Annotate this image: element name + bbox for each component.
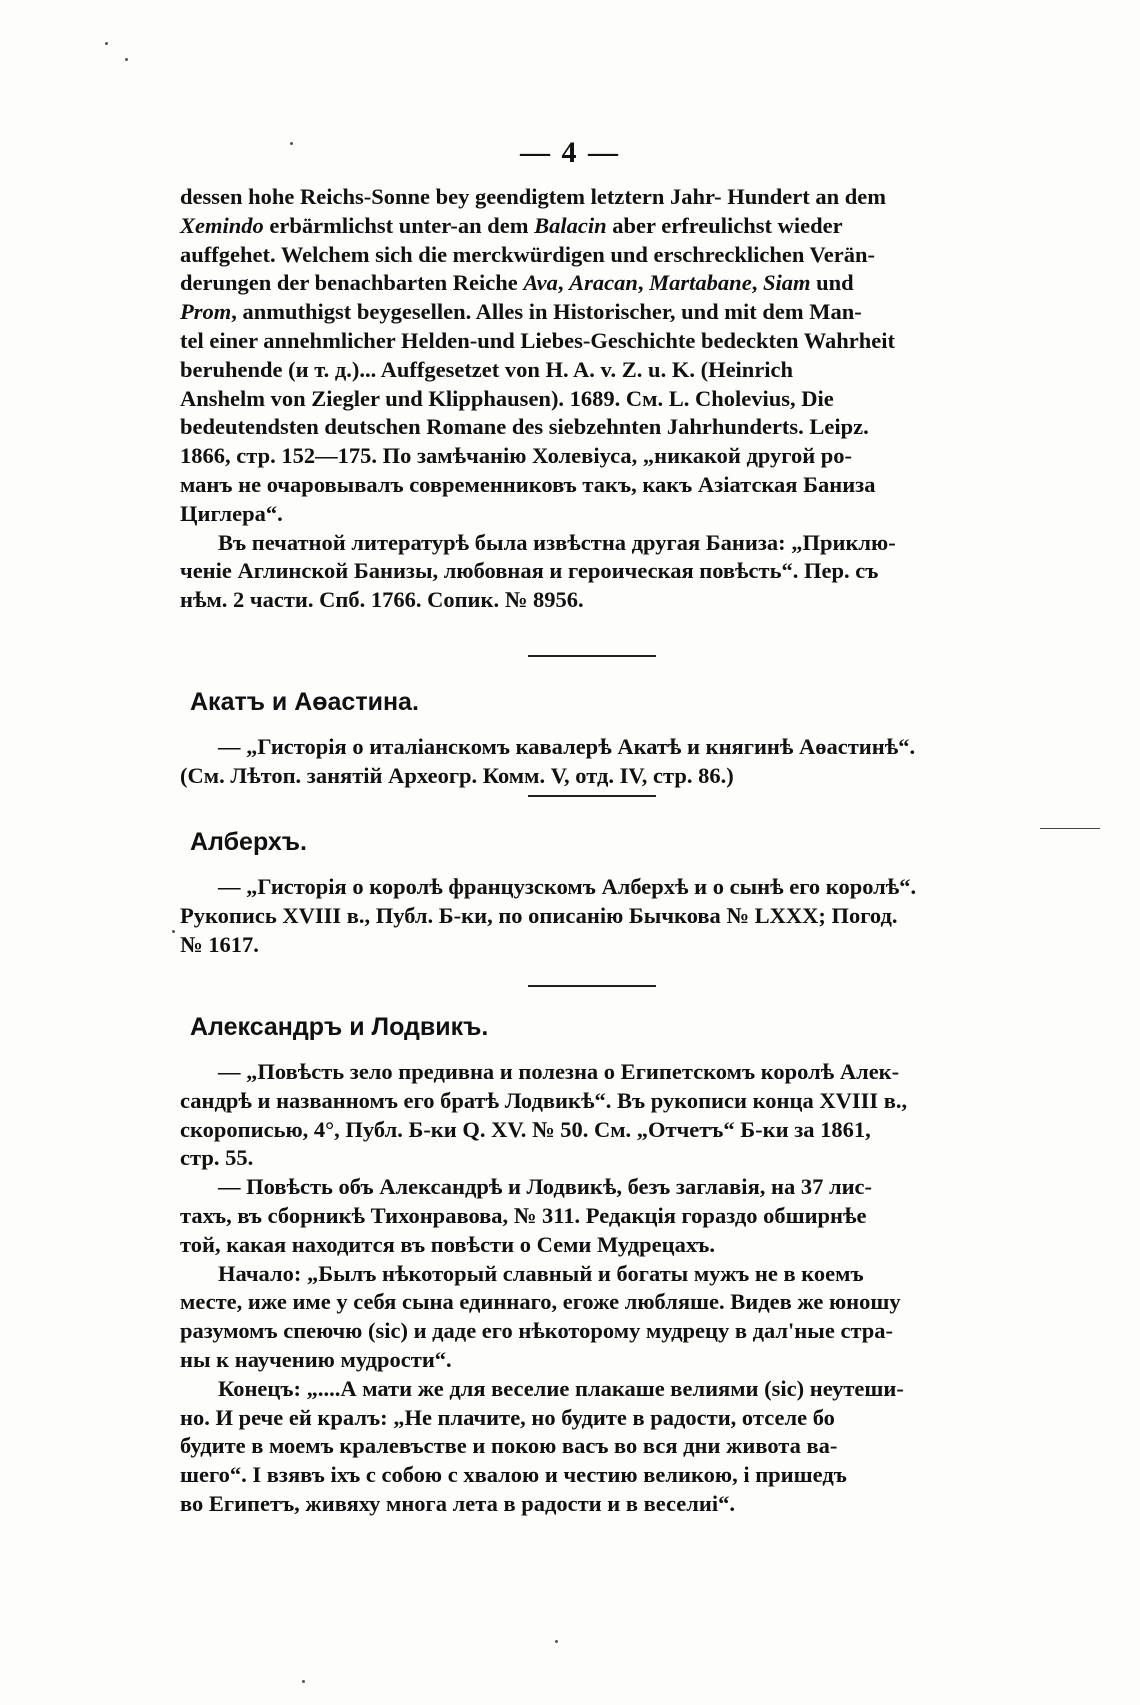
section-divider bbox=[528, 795, 656, 797]
text-line: сандрѣ и названномъ его братѣ Лодвикѣ“. Въ рукописи конца XVIII в., bbox=[180, 1087, 908, 1113]
text-line: той, какая находится въ повѣсти о Семи Мудрецахъ. bbox=[180, 1231, 716, 1257]
text-line: — „Гисторія о италіанскомъ кавалерѣ Акатѣ и княгинѣ Аөастинѣ“. bbox=[218, 734, 916, 759]
text-line: во Египетъ, живяху многа лета в радости и в веселиі“. bbox=[180, 1490, 735, 1516]
text-line: нѣм. 2 части. Спб. 1766. Сопик. № 8956. bbox=[180, 587, 584, 613]
scan-speck bbox=[290, 142, 293, 145]
text-line: Циглера“. bbox=[180, 500, 283, 526]
alberkh-entry bbox=[180, 873, 1010, 959]
alexandr-entry bbox=[180, 1058, 1010, 1519]
text-line: тахъ, въ сборникѣ Тихонравова, № 311. Редакція гораздо обширнѣе bbox=[180, 1202, 867, 1228]
text-line: auffgehet. Welchem sich die merckwürdigen und erschrecklichen Verän- bbox=[180, 241, 875, 267]
heading-alberkh: Алберхъ. bbox=[190, 828, 307, 856]
text-line: месте, иже име у себя сына единнаго, егоже любляше. Видев же юношу bbox=[180, 1289, 901, 1315]
text-line: будите в моемъ кралевъстве и покою васъ во вся дни живота ва- bbox=[180, 1433, 838, 1459]
baniza-entry-continuation bbox=[180, 183, 1010, 615]
akat-entry bbox=[180, 733, 1010, 791]
text-line: Xemindo erbärmlichst unter-an dem Balacin aber erfreulichst wieder bbox=[180, 212, 843, 238]
heading-akat: Акатъ и Аөастина. bbox=[190, 688, 419, 716]
scan-speck bbox=[172, 930, 175, 933]
text-line: стр. 55. bbox=[180, 1145, 254, 1171]
text-line: — „Повѣсть зело предивна и полезна о Египетскомъ королѣ Алек- bbox=[218, 1059, 900, 1084]
page-number: — 4 — bbox=[520, 136, 620, 169]
text-line: Prom, anmuthigst beygesellen. Alles in Historischer, und mit dem Man- bbox=[180, 299, 862, 325]
section-divider bbox=[528, 985, 656, 987]
text-line: но. И рече ей кралъ: „Не плачите, но будите в радости, отселе бо bbox=[180, 1404, 835, 1430]
text-line: Рукопись XVIII в., Публ. Б-ки, по описанію Бычкова № LXXX; Погод. bbox=[180, 902, 898, 928]
text-line: bedeutendsten deutschen Romane des siebzehnten Jahrhunderts. Leipz. bbox=[180, 414, 869, 440]
text-line: Начало: „Былъ нѣкоторый славный и богаты мужъ не в коемъ bbox=[218, 1260, 864, 1286]
text-line: Въ печатной литературѣ была извѣстна другая Баниза: „Приклю- bbox=[218, 529, 896, 555]
text-line: ны к научению мудрости“. bbox=[180, 1346, 452, 1372]
text-line: derungen der benachbarten Reiche Ava, Aracan, Martabane, Siam und bbox=[180, 270, 854, 296]
text-line: beruhende (и т. д.)... Auffgesetzet von H. A. v. Z. u. K. (Heinrich bbox=[180, 356, 794, 382]
scan-speck bbox=[105, 42, 108, 45]
text-line: Anshelm von Ziegler und Klipphausen). 1689. См. L. Cholevius, Die bbox=[180, 385, 834, 411]
text-line: № 1617. bbox=[180, 931, 259, 957]
text-line: разумомъ спеючю (sic) и даде его нѣкоторому мудрецу в дал'ные стра- bbox=[180, 1318, 894, 1344]
heading-alexandr: Александръ и Лодвикъ. bbox=[190, 1013, 489, 1041]
section-divider bbox=[528, 655, 656, 657]
text-line: — „Гисторія о королѣ французскомъ Алберхѣ и о сынѣ его королѣ“. bbox=[218, 874, 917, 899]
text-line: dessen hohe Reichs-Sonne bey geendigtem letztern Jahr- Hundert an dem bbox=[180, 184, 887, 209]
text-line: скорописью, 4°, Публ. Б-ки Q. XV. № 50. См. „Отчетъ“ Б-ки за 1861, bbox=[180, 1116, 871, 1142]
text-line: tel einer annehmlicher Helden-und Liebes-Geschichte bedeckten Wahrheit bbox=[180, 327, 895, 353]
text-line: Конецъ: „....А мати же для веселие плакаше велиями (sic) неутеши- bbox=[218, 1375, 904, 1401]
scan-speck bbox=[302, 1680, 305, 1683]
text-line: — Повѣсть объ Александрѣ и Лодвикѣ, безъ заглавія, на 37 лис- bbox=[218, 1174, 873, 1200]
margin-mark bbox=[1040, 828, 1100, 829]
scan-speck bbox=[555, 1640, 558, 1643]
text-line: манъ не очаровывалъ современниковъ такъ, какъ Азіатская Баниза bbox=[180, 471, 876, 497]
text-line: шего“. І взявъ іхъ с собою с хвалою и честию великою, і пришедъ bbox=[180, 1462, 847, 1488]
text-line: 1866, стр. 152—175. По замѣчанію Холевіуса, „никакой другой ро- bbox=[180, 443, 853, 469]
text-line: ченіе Аглинской Банизы, любовная и героическая повѣсть“. Пер. съ bbox=[180, 558, 879, 584]
text-line: (См. Лѣтоп. занятій Археогр. Комм. V, отд. IV, стр. 86.) bbox=[180, 762, 734, 788]
scan-speck bbox=[125, 58, 128, 61]
